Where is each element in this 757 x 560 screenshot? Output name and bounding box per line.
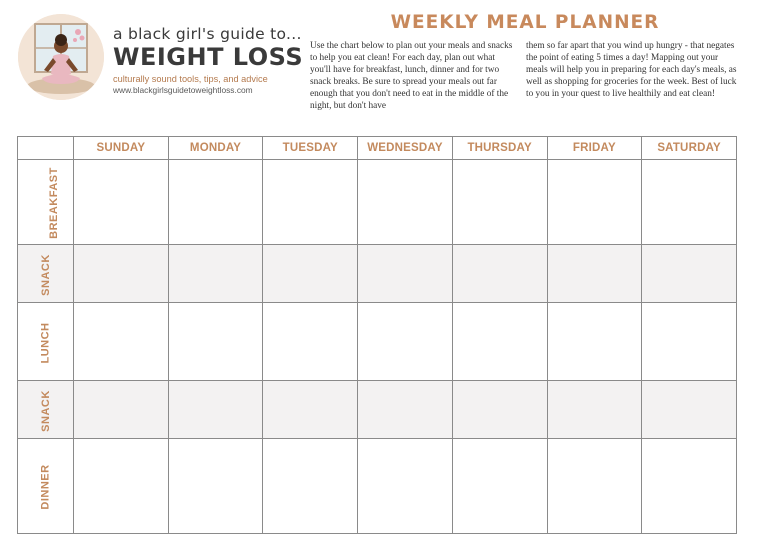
brand-block bbox=[113, 26, 303, 96]
meal-cell[interactable] bbox=[547, 245, 642, 303]
meal-cell[interactable] bbox=[358, 381, 453, 439]
meal-cell[interactable] bbox=[547, 439, 642, 534]
day-header-thursday: THURSDAY bbox=[452, 137, 547, 160]
brand-tagline: a black girl's guide to... bbox=[113, 25, 302, 43]
meal-cell[interactable] bbox=[168, 245, 263, 303]
meal-cell[interactable] bbox=[358, 160, 453, 245]
meal-cell[interactable] bbox=[452, 160, 547, 245]
meal-cell[interactable] bbox=[452, 303, 547, 381]
day-header-tuesday: TUESDAY bbox=[263, 137, 358, 160]
meal-cell[interactable] bbox=[642, 439, 737, 534]
meal-row-dinner bbox=[18, 439, 737, 534]
meal-cell[interactable] bbox=[547, 381, 642, 439]
meal-cell[interactable] bbox=[547, 303, 642, 381]
day-header-friday: FRIDAY bbox=[547, 137, 642, 160]
day-header-sunday: SUNDAY bbox=[74, 137, 169, 160]
meal-cell[interactable] bbox=[74, 303, 169, 381]
meal-planner-grid bbox=[17, 136, 737, 534]
meal-cell[interactable] bbox=[168, 381, 263, 439]
intro-text-column-1: Use the chart below to plan out your meals and snacks to help you eat clean! For each day, plan out what you'll have for breakfast, lunch, dinner and for two snack breaks. Be sure to spread your meals out far enough that you don't need to eat in the middle of the night, but don't have bbox=[310, 41, 513, 112]
meal-cell[interactable] bbox=[74, 245, 169, 303]
meal-cell[interactable] bbox=[74, 439, 169, 534]
meal-cell[interactable] bbox=[263, 381, 358, 439]
brand-subtitle: culturally sound tools, tips, and advice bbox=[113, 74, 268, 84]
logo-badge bbox=[18, 14, 104, 100]
meal-row-snack-2 bbox=[18, 381, 737, 439]
meal-row-snack-1 bbox=[18, 245, 737, 303]
meal-row-lunch bbox=[18, 303, 737, 381]
meal-cell[interactable] bbox=[263, 303, 358, 381]
day-header-wednesday: WEDNESDAY bbox=[358, 137, 453, 160]
day-header-monday: MONDAY bbox=[168, 137, 263, 160]
meal-cell[interactable] bbox=[358, 303, 453, 381]
meal-cell[interactable] bbox=[263, 160, 358, 245]
grid-corner bbox=[18, 137, 74, 160]
brand-title: WEIGHT LOSS bbox=[113, 43, 304, 71]
intro-text-column-2: them so far apart that you wind up hungry - that negates the point of eating 5 times a day! Mapping out your meals will help you in preparing for each day's meals, as well as shopping for groceries for the week. Best of luck to you in your quest to live healthily and eat clean! bbox=[526, 41, 737, 100]
meal-cell[interactable] bbox=[168, 303, 263, 381]
meal-cell[interactable] bbox=[358, 245, 453, 303]
meal-label-dinner: DINNER bbox=[18, 439, 74, 534]
meal-label-breakfast: BREAKFAST bbox=[18, 160, 74, 245]
meal-cell[interactable] bbox=[263, 245, 358, 303]
meal-cell[interactable] bbox=[642, 303, 737, 381]
meal-cell[interactable] bbox=[74, 381, 169, 439]
meal-cell[interactable] bbox=[452, 439, 547, 534]
meal-label-snack: SNACK bbox=[18, 381, 74, 439]
meal-cell[interactable] bbox=[642, 160, 737, 245]
day-header-row bbox=[18, 137, 737, 160]
meal-cell[interactable] bbox=[642, 381, 737, 439]
day-header-saturday: SATURDAY bbox=[642, 137, 737, 160]
meal-cell[interactable] bbox=[74, 160, 169, 245]
page-title: WEEKLY MEAL PLANNER bbox=[390, 12, 660, 33]
meal-row-breakfast bbox=[18, 160, 737, 245]
brand-url[interactable]: www.blackgirlsguidetoweightloss.com bbox=[113, 85, 253, 95]
meal-label-lunch: LUNCH bbox=[18, 303, 74, 381]
meal-cell[interactable] bbox=[547, 160, 642, 245]
meal-cell[interactable] bbox=[358, 439, 453, 534]
meal-cell[interactable] bbox=[642, 245, 737, 303]
meal-cell[interactable] bbox=[168, 160, 263, 245]
meal-cell[interactable] bbox=[452, 245, 547, 303]
meal-cell[interactable] bbox=[263, 439, 358, 534]
meditating-woman-illustration bbox=[18, 14, 104, 100]
meal-cell[interactable] bbox=[452, 381, 547, 439]
meal-label-snack: SNACK bbox=[18, 245, 74, 303]
meal-cell[interactable] bbox=[168, 439, 263, 534]
